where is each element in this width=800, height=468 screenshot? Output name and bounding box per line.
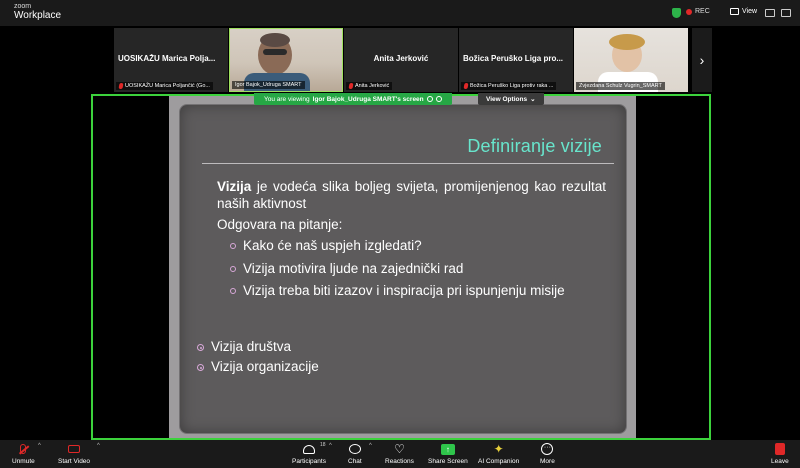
- participant-video-hair: [260, 33, 290, 47]
- participant-name: UOSIKAŽU Marica Poljančić (Go...: [125, 83, 210, 89]
- bullet-text: Vizija organizacije: [211, 359, 319, 374]
- participants-options-chevron-icon[interactable]: ^: [329, 443, 332, 449]
- sub-bullet-text: Vizija treba biti izazov i inspiracija pri ispunjenju misije: [243, 283, 565, 298]
- leave-label: Leave: [771, 458, 789, 465]
- participant-name: Anita Jerković: [355, 83, 390, 89]
- ring-bullet-icon: [197, 364, 204, 371]
- view-options-label: View Options: [486, 95, 528, 103]
- grid-view-icon: [730, 8, 739, 15]
- top-bar: [0, 0, 800, 26]
- paragraph-text: je vodeća slika boljeg svijeta, promijenjenog kao rezultat naših aktivnost: [217, 179, 606, 211]
- more-button[interactable]: [540, 442, 555, 465]
- participant-strip: [0, 26, 800, 92]
- title-divider: [202, 163, 614, 164]
- participant-video-glasses: [263, 49, 287, 55]
- muted-mic-icon: [20, 444, 26, 454]
- participant-tile[interactable]: [114, 28, 228, 92]
- slide-title: Definiranje vizije: [467, 136, 602, 156]
- leave-button[interactable]: [771, 442, 789, 465]
- brand-top: zoom: [14, 3, 32, 10]
- participant-display-name: Božica Peruško Liga pro...: [463, 54, 564, 63]
- shared-screen: [91, 94, 711, 440]
- share-screen-arrow-icon: ↑: [441, 444, 455, 455]
- zoom-logo: [14, 3, 61, 21]
- reactions-button[interactable]: [385, 442, 414, 465]
- unmute-button[interactable]: [12, 442, 35, 465]
- participant-tile-active-speaker[interactable]: [229, 28, 343, 92]
- participant-label: [461, 82, 556, 90]
- slide-paragraph: [217, 178, 606, 212]
- muted-mic-icon: [463, 83, 468, 89]
- participant-label: [116, 82, 213, 90]
- chat-options-chevron-icon[interactable]: ^: [369, 443, 372, 449]
- ai-sparkle-icon: ✦: [493, 442, 504, 456]
- record-dot-icon: [686, 9, 692, 15]
- banner-prefix: You are viewing: [264, 95, 310, 103]
- participant-display-name: UOSIKAŽU Marica Polja...: [118, 54, 216, 63]
- chat-icon: [349, 444, 361, 454]
- reactions-label: Reactions: [385, 458, 414, 465]
- banner-sharer: Igor Bajok_Udruga SMART's screen: [312, 95, 424, 103]
- view-button[interactable]: [730, 8, 757, 15]
- rec-label: REC: [695, 8, 710, 15]
- participant-name: Zvjezdana Schulz Vugrin_SMART: [579, 83, 662, 89]
- presentation-slide: [169, 96, 636, 440]
- audio-options-chevron-icon[interactable]: ^: [38, 443, 41, 449]
- more-label: More: [540, 458, 555, 465]
- circle-bullet-icon: [230, 243, 236, 249]
- fullscreen-icon[interactable]: [781, 9, 791, 17]
- muted-mic-icon: [118, 83, 123, 89]
- share-screen-button[interactable]: [428, 442, 468, 465]
- share-screen-label: Share Screen: [428, 458, 468, 465]
- ai-companion-label: AI Companion: [478, 458, 520, 465]
- more-dots-icon: ···: [541, 443, 553, 455]
- participant-video-hair: [609, 34, 645, 50]
- chat-label: Chat: [348, 458, 362, 465]
- leave-door-icon: [775, 443, 785, 455]
- chat-button[interactable]: [348, 442, 362, 465]
- bullet-text: Vizija društva: [211, 339, 292, 354]
- slide-question: Odgovara na pitanje:: [217, 217, 343, 232]
- circle-bullet-icon: [230, 266, 236, 272]
- ring-bullet-icon: [197, 344, 204, 351]
- view-label: View: [742, 8, 758, 15]
- brand-bottom: Workplace: [14, 10, 62, 21]
- view-options-button[interactable]: [478, 93, 544, 105]
- ai-companion-button[interactable]: [478, 442, 519, 465]
- participant-display-name: Anita Jerković: [373, 54, 429, 63]
- participant-label: [346, 82, 392, 90]
- next-participants-chevron-icon[interactable]: ›: [692, 28, 712, 92]
- fit-window-icon[interactable]: [436, 96, 442, 102]
- participant-label: [232, 81, 305, 89]
- pin-icon[interactable]: [427, 96, 433, 102]
- muted-mic-icon: [348, 83, 353, 89]
- participant-name: Igor Bajok_Udruga SMART: [235, 82, 302, 88]
- sub-bullet-text: Kako će naš uspjeh izgledati?: [243, 238, 422, 253]
- participants-button[interactable]: [292, 442, 326, 465]
- recording-indicator[interactable]: [686, 8, 710, 15]
- paragraph-bold-term: Vizija: [217, 179, 252, 194]
- participants-label: Participants: [292, 458, 326, 465]
- participants-count: 18: [319, 442, 326, 448]
- viewing-share-banner: [254, 93, 452, 105]
- reactions-heart-icon: ♡: [394, 442, 405, 456]
- chevron-down-icon: ⌄: [530, 96, 536, 103]
- video-options-chevron-icon[interactable]: ^: [97, 443, 100, 449]
- circle-bullet-icon: [230, 288, 236, 294]
- participant-name: Božica Peruško Liga protiv raka ...: [470, 83, 554, 89]
- meeting-toolbar: [0, 440, 800, 468]
- start-video-label: Start Video: [58, 458, 91, 465]
- participant-label: [576, 82, 665, 90]
- participant-tile[interactable]: [574, 28, 688, 92]
- video-off-icon: [68, 445, 80, 453]
- sub-bullet-text: Vizija motivira ljude na zajednički rad: [243, 261, 464, 276]
- unmute-label: Unmute: [12, 458, 35, 465]
- participant-tile[interactable]: [344, 28, 458, 92]
- participants-icon: [303, 445, 315, 454]
- participant-tile[interactable]: [459, 28, 573, 92]
- encryption-shield-icon[interactable]: [672, 8, 681, 18]
- minimize-window-icon[interactable]: [765, 9, 775, 17]
- start-video-button[interactable]: [58, 442, 90, 465]
